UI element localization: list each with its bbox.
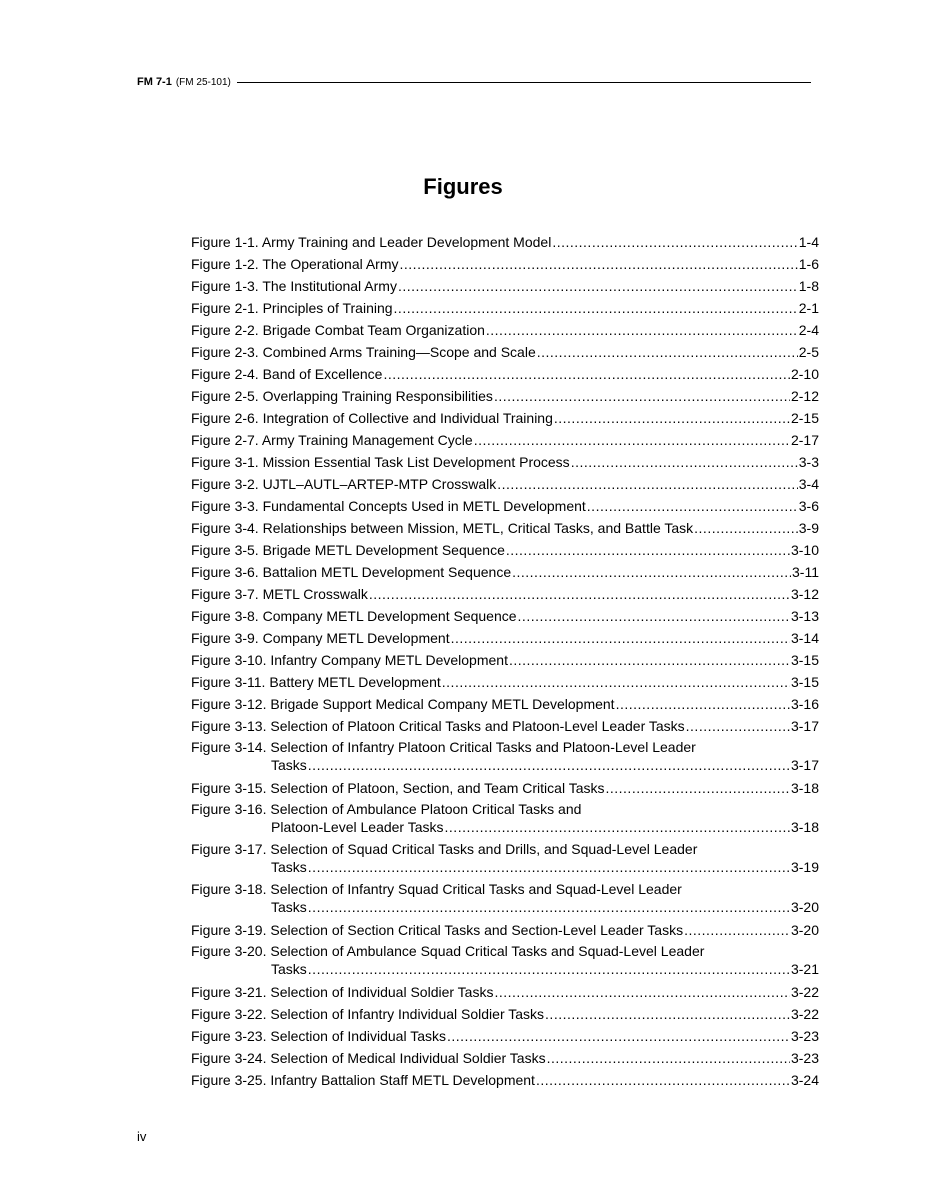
dot-leader <box>684 919 790 941</box>
dot-leader <box>445 818 790 836</box>
figure-entry-title: Figure 3-10. Infantry Company METL Development <box>191 652 508 668</box>
figure-entry[interactable] <box>191 473 819 495</box>
figure-entry-title: Figure 1-2. The Operational Army <box>191 256 399 272</box>
figure-entry[interactable] <box>191 777 819 799</box>
figure-entry[interactable] <box>191 1003 819 1025</box>
figure-entry-title: Figure 3-13. Selection of Platoon Critical Tasks and Platoon-Level Leader Tasks <box>191 718 685 734</box>
figure-entry-title: Figure 3-2. UJTL–AUTL–ARTEP-MTP Crosswalk <box>191 476 497 492</box>
figure-entry[interactable] <box>191 799 819 839</box>
dot-leader <box>587 495 798 517</box>
dot-leader <box>474 429 790 451</box>
figure-entry-page: 3-16 <box>790 696 819 712</box>
dot-leader <box>308 756 790 774</box>
figure-entry-page: 2-10 <box>790 366 819 382</box>
figure-entry-title-continued: Tasks <box>271 899 307 915</box>
figure-entry[interactable] <box>191 517 819 539</box>
figure-entry-page: 2-15 <box>790 410 819 426</box>
dot-leader <box>451 627 790 649</box>
figure-entry-page: 2-1 <box>798 300 819 316</box>
manual-supersedes-code: (FM 25-101) <box>175 76 231 88</box>
figure-entry[interactable] <box>191 297 819 319</box>
dot-leader <box>442 671 790 693</box>
figure-entry-page: 2-17 <box>790 432 819 448</box>
figure-entry[interactable] <box>191 671 819 693</box>
figure-entry-title: Figure 3-23. Selection of Individual Tasks <box>191 1028 446 1044</box>
figure-entry-title: Figure 1-3. The Institutional Army <box>191 278 397 294</box>
figures-list <box>191 231 819 1091</box>
dot-leader <box>486 319 798 341</box>
figure-entry-page: 3-20 <box>790 899 819 915</box>
figure-entry[interactable] <box>191 737 819 777</box>
dot-leader <box>506 539 790 561</box>
figure-entry[interactable] <box>191 561 819 583</box>
figure-entry-title: Figure 3-20. Selection of Ambulance Squad Critical Tasks and Squad-Level Leader <box>191 943 705 959</box>
figure-entry-title: Figure 2-5. Overlapping Training Responsibilities <box>191 388 493 404</box>
figure-entry-page: 3-6 <box>798 498 819 514</box>
figure-entry-title: Figure 3-22. Selection of Infantry Individual Soldier Tasks <box>191 1006 545 1022</box>
figure-entry[interactable] <box>191 407 819 429</box>
figure-entry[interactable] <box>191 231 819 253</box>
figure-entry-title: Figure 2-7. Army Training Management Cycle <box>191 432 473 448</box>
dot-leader <box>308 858 790 876</box>
dot-leader <box>686 715 790 737</box>
figure-entry-title: Figure 2-4. Band of Excellence <box>191 366 383 382</box>
dot-leader <box>494 385 790 407</box>
figure-entry-page: 2-5 <box>798 344 819 360</box>
dot-leader <box>605 777 789 799</box>
figure-entry-title: Figure 3-21. Selection of Individual Soldier Tasks <box>191 984 494 1000</box>
figure-entry[interactable] <box>191 715 819 737</box>
dot-leader <box>537 341 798 363</box>
figure-entry-page: 1-6 <box>798 256 819 272</box>
figure-entry-page: 3-10 <box>790 542 819 558</box>
figure-entry[interactable] <box>191 341 819 363</box>
figure-entry-page: 3-22 <box>790 1006 819 1022</box>
figure-entry[interactable] <box>191 275 819 297</box>
dot-leader <box>616 693 790 715</box>
figure-entry-title: Figure 2-1. Principles of Training <box>191 300 393 316</box>
figure-entry-page: 1-8 <box>798 278 819 294</box>
page-title: Figures <box>423 174 503 199</box>
figure-entry-page: 3-19 <box>790 859 819 875</box>
figure-entry[interactable] <box>191 627 819 649</box>
figure-entry-title: Figure 3-4. Relationships between Mission, METL, Critical Tasks, and Battle Task <box>191 520 694 536</box>
figure-entry-title: Figure 3-7. METL Crosswalk <box>191 586 368 602</box>
figure-entry-page: 3-3 <box>798 454 819 470</box>
figure-entry-page: 3-23 <box>790 1028 819 1044</box>
figure-entry-page: 1-4 <box>798 234 819 250</box>
figure-entry-title: Figure 3-5. Brigade METL Development Sequence <box>191 542 505 558</box>
page-number: iv <box>137 1129 147 1144</box>
dot-leader <box>547 1047 790 1069</box>
figure-entry-page: 3-17 <box>790 718 819 734</box>
figure-entry-page: 3-24 <box>790 1072 819 1088</box>
figure-entry-page: 3-18 <box>790 780 819 796</box>
dot-leader <box>545 1003 790 1025</box>
dot-leader <box>308 960 790 978</box>
figure-entry-title: Figure 3-25. Infantry Battalion Staff METL Development <box>191 1072 535 1088</box>
dot-leader <box>497 473 798 495</box>
figure-entry[interactable] <box>191 451 819 473</box>
dot-leader <box>512 561 791 583</box>
figure-entry-title: Figure 2-6. Integration of Collective and Individual Training <box>191 410 553 426</box>
figure-entry[interactable] <box>191 253 819 275</box>
figure-entry-title: Figure 3-24. Selection of Medical Individual Soldier Tasks <box>191 1050 546 1066</box>
manual-code: FM 7-1 <box>137 76 172 88</box>
running-header <box>137 74 811 90</box>
figure-entry-title-continued: Tasks <box>271 961 307 977</box>
figure-entry-page: 3-15 <box>790 674 819 690</box>
figure-entry-title: Figure 3-16. Selection of Ambulance Platoon Critical Tasks and <box>191 801 582 817</box>
dot-leader <box>447 1025 790 1047</box>
figure-entry-title-continued: Tasks <box>271 757 307 773</box>
figure-entry-page: 3-12 <box>790 586 819 602</box>
dot-leader <box>571 451 798 473</box>
figure-entry-title: Figure 3-9. Company METL Development <box>191 630 450 646</box>
dot-leader <box>394 297 798 319</box>
figure-entry[interactable] <box>191 319 819 341</box>
figure-entry-page: 2-4 <box>798 322 819 338</box>
figure-entry-title-continued: Tasks <box>271 859 307 875</box>
figure-entry-page: 3-20 <box>790 922 819 938</box>
figure-entry-title: Figure 3-3. Fundamental Concepts Used in METL Development <box>191 498 586 514</box>
figure-entry-title: Figure 1-1. Army Training and Leader Development Model <box>191 234 552 250</box>
figure-entry[interactable] <box>191 385 819 407</box>
dot-leader <box>400 253 798 275</box>
figure-entry[interactable] <box>191 649 819 671</box>
figure-entry-title: Figure 3-18. Selection of Infantry Squad Critical Tasks and Squad-Level Leader <box>191 881 682 897</box>
figure-entry[interactable] <box>191 1069 819 1091</box>
figure-entry-page: 3-14 <box>790 630 819 646</box>
figure-entry-page: 3-4 <box>798 476 819 492</box>
figure-entry[interactable] <box>191 693 819 715</box>
figure-entry-page: 3-18 <box>790 819 819 835</box>
figure-entry-title: Figure 3-1. Mission Essential Task List Development Process <box>191 454 570 470</box>
figure-entry[interactable] <box>191 981 819 1003</box>
dot-leader <box>554 407 790 429</box>
figure-entry[interactable] <box>191 495 819 517</box>
dot-leader <box>536 1069 790 1091</box>
figure-entry[interactable] <box>191 1025 819 1047</box>
figure-entry-title: Figure 3-8. Company METL Development Sequence <box>191 608 517 624</box>
dot-leader <box>308 898 790 916</box>
figure-entry-title: Figure 3-12. Brigade Support Medical Company METL Development <box>191 696 615 712</box>
header-rule <box>237 82 811 83</box>
figure-entry-title: Figure 3-19. Selection of Section Critical Tasks and Section-Level Leader Tasks <box>191 922 684 938</box>
figure-entry[interactable] <box>191 363 819 385</box>
dot-leader <box>552 231 797 253</box>
figure-entry-page: 3-17 <box>790 757 819 773</box>
figure-entry-page: 2-12 <box>790 388 819 404</box>
figure-entry-title: Figure 2-3. Combined Arms Training—Scope and Scale <box>191 344 536 360</box>
figure-entry[interactable] <box>191 919 819 941</box>
figure-entry-page: 3-11 <box>792 564 819 580</box>
figure-entry[interactable] <box>191 839 819 879</box>
figure-entry[interactable] <box>191 879 819 919</box>
figure-entry-title: Figure 3-15. Selection of Platoon, Section, and Team Critical Tasks <box>191 780 605 796</box>
figure-entry[interactable] <box>191 539 819 561</box>
figure-entry[interactable] <box>191 429 819 451</box>
figure-entry-title-continued: Platoon-Level Leader Tasks <box>271 819 444 835</box>
figure-entry-page: 3-9 <box>798 520 819 536</box>
figure-entry-page: 3-22 <box>790 984 819 1000</box>
dot-leader <box>369 583 790 605</box>
figure-entry-page: 3-23 <box>790 1050 819 1066</box>
figure-entry-title: Figure 3-17. Selection of Squad Critical Tasks and Drills, and Squad-Level Leader <box>191 841 698 857</box>
dot-leader <box>383 363 790 385</box>
figure-entry-title: Figure 3-11. Battery METL Development <box>191 674 441 690</box>
figure-entry[interactable] <box>191 941 819 981</box>
dot-leader <box>494 981 790 1003</box>
figure-entry-page: 3-15 <box>790 652 819 668</box>
figure-entry-title: Figure 3-14. Selection of Infantry Platoon Critical Tasks and Platoon-Level Leader <box>191 739 696 755</box>
figure-entry[interactable] <box>191 605 819 627</box>
figure-entry-title: Figure 3-6. Battalion METL Development Sequence <box>191 564 512 580</box>
figure-entry-page: 3-13 <box>790 608 819 624</box>
dot-leader <box>694 517 798 539</box>
figure-entry[interactable] <box>191 1047 819 1069</box>
dot-leader <box>509 649 790 671</box>
figure-entry-page: 3-21 <box>790 961 819 977</box>
dot-leader <box>398 275 798 297</box>
dot-leader <box>518 605 790 627</box>
figure-entry[interactable] <box>191 583 819 605</box>
figure-entry-title: Figure 2-2. Brigade Combat Team Organization <box>191 322 485 338</box>
